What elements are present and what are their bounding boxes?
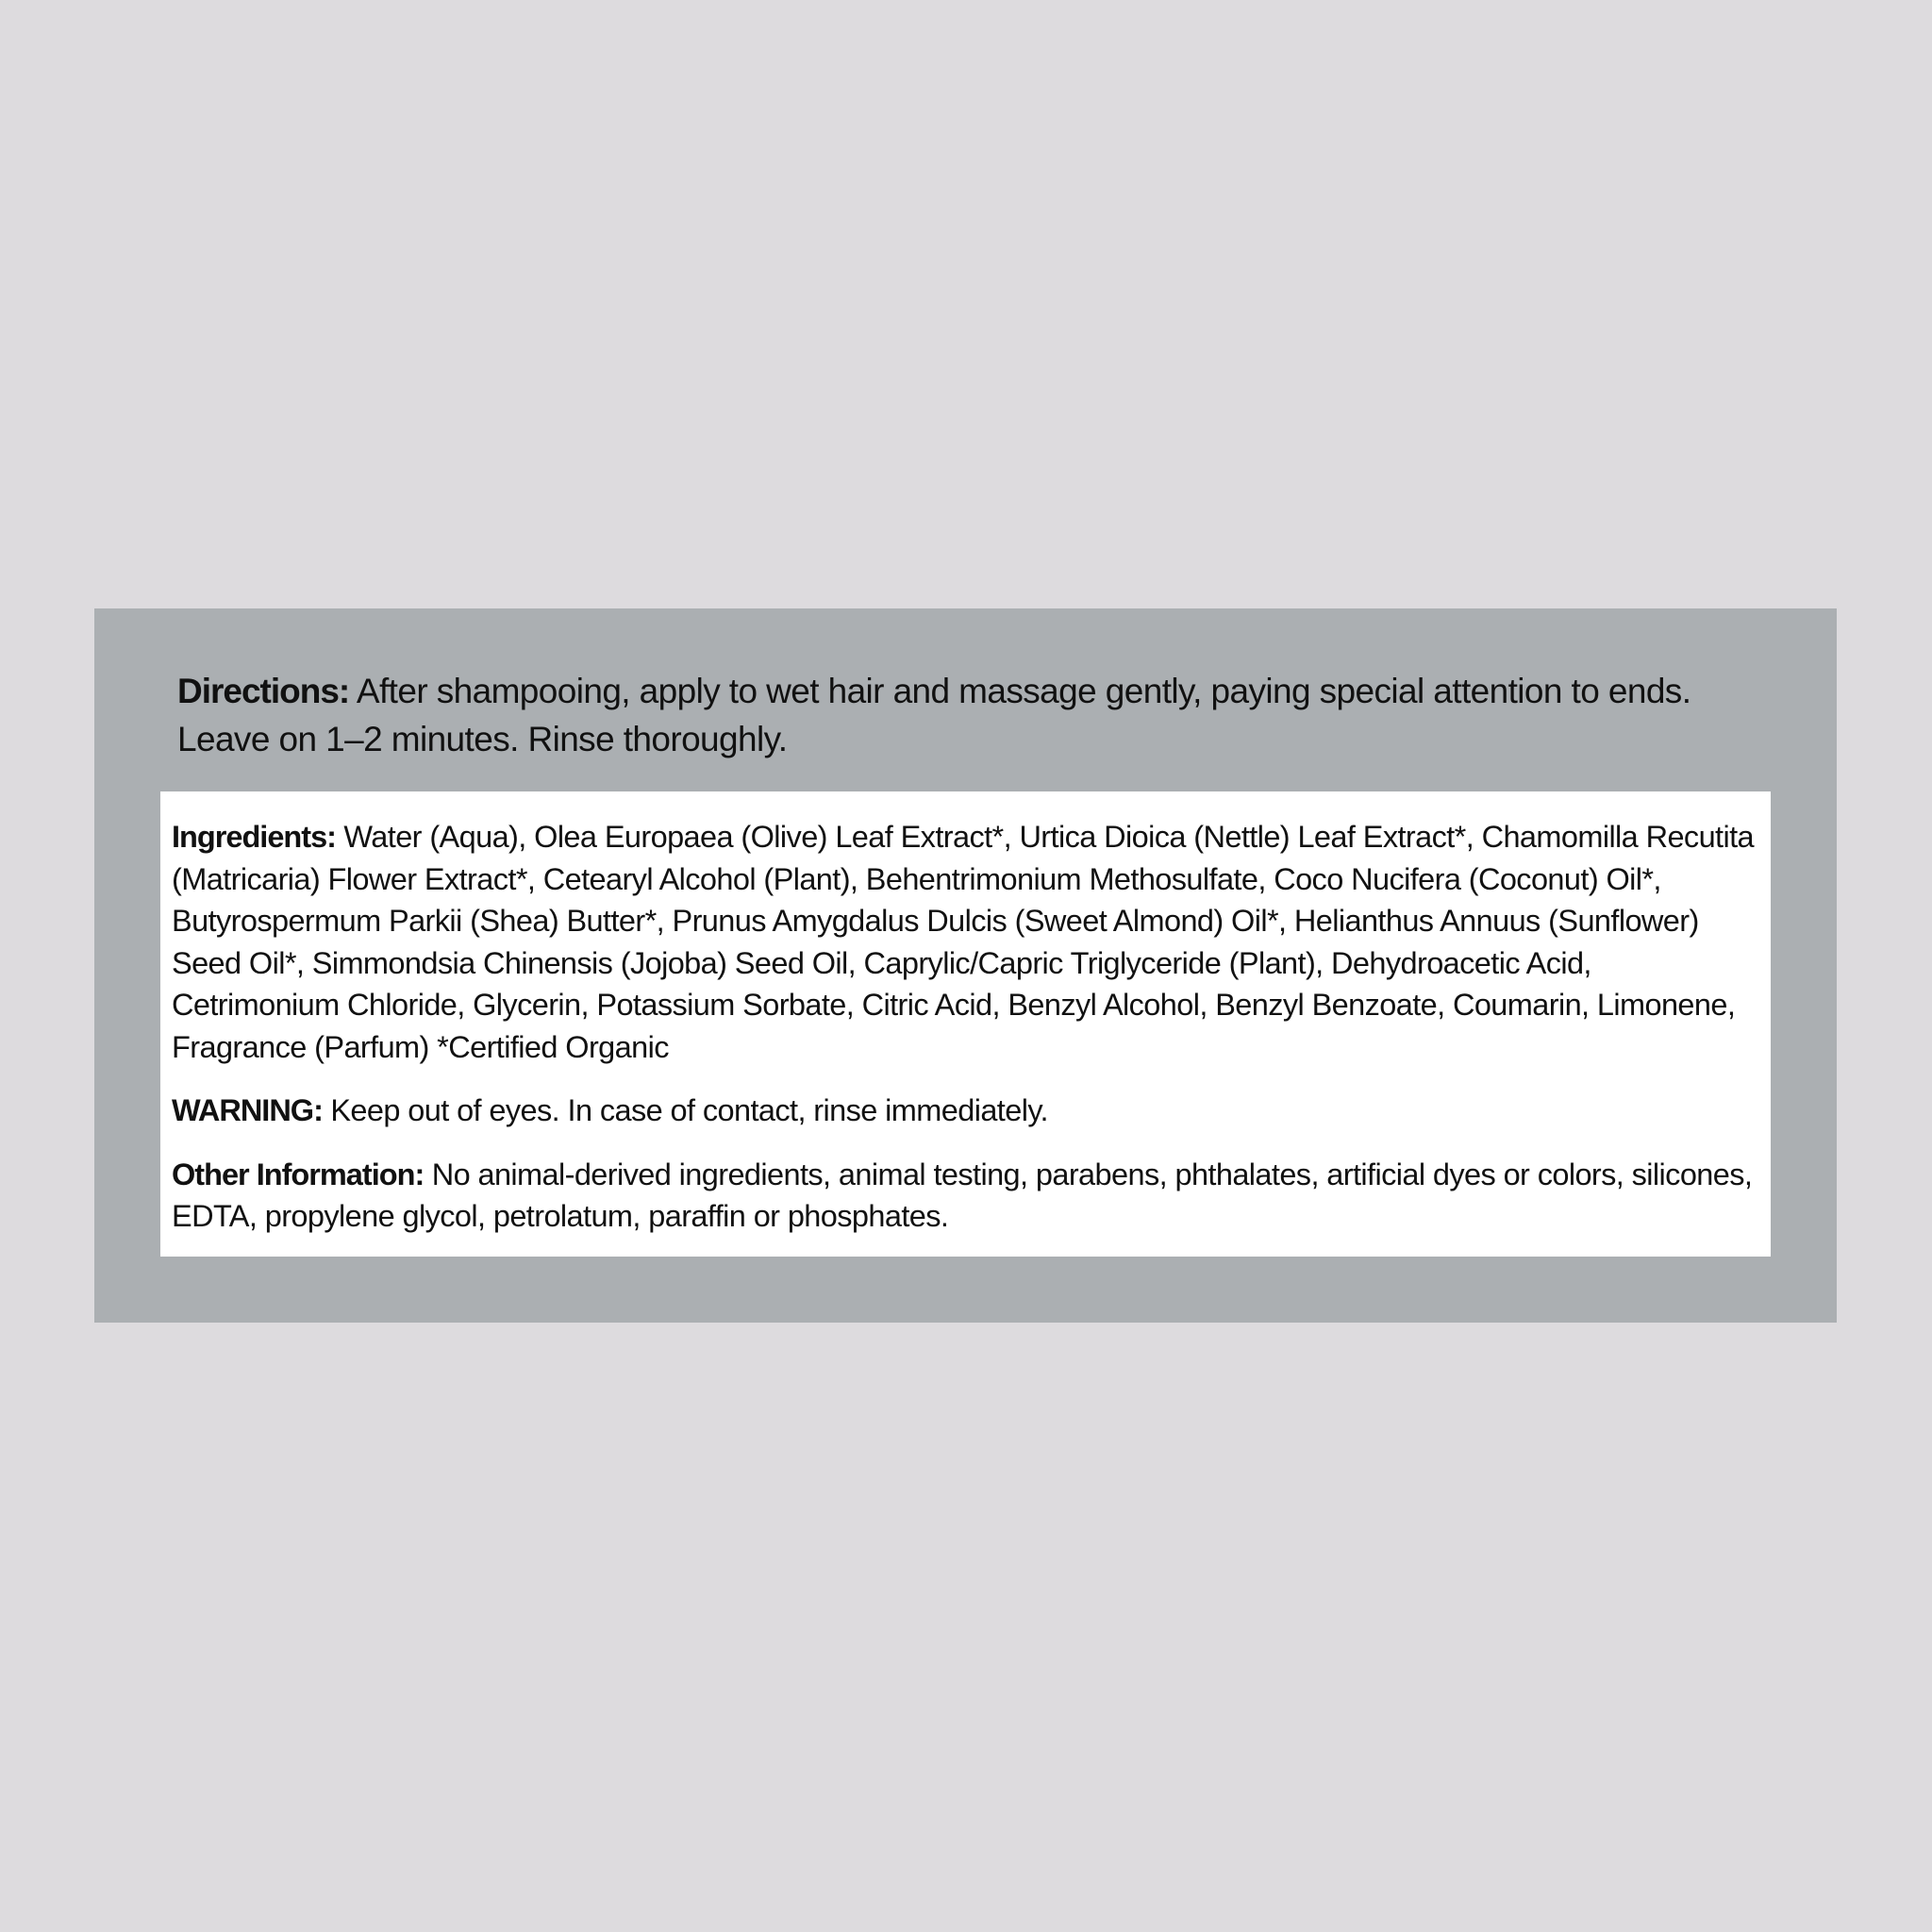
other-information-label: Other Information:	[172, 1157, 425, 1191]
label-panel	[94, 608, 1837, 1323]
ingredients-box	[160, 791, 1771, 1257]
warning-text: Keep out of eyes. In case of contact, rinse immediately.	[322, 1093, 1048, 1127]
ingredients-label: Ingredients:	[172, 820, 336, 854]
other-information-text: No animal-derived ingredients, animal testing, parabens, phthalates, artificial dyes or colors, silicones, EDTA, propylene glycol, petrolatum, paraffin or phosphates.	[172, 1157, 1753, 1233]
directions-paragraph	[177, 667, 1762, 763]
warning-label: WARNING:	[172, 1093, 323, 1127]
ingredients-paragraph	[172, 816, 1759, 1068]
directions-label: Directions:	[177, 672, 350, 710]
warning-paragraph	[172, 1090, 1759, 1132]
other-information-paragraph	[172, 1154, 1759, 1238]
ingredients-text: Water (Aqua), Olea Europaea (Olive) Leaf Extract*, Urtica Dioica (Nettle) Leaf Extract*, Chamomilla Recutita (Matricaria) Flower Extract*, Cetearyl Alcohol (Plant), Behentrimonium Methosulfate, Coco Nucifera (Coconut) Oil*, Butyrospermum Parkii (Shea) Butter*, Prunus Amygdalus Dulcis (Sweet Almond) Oil*, Helianthus Annuus (Sunflower) Seed Oil*, Simmondsia Chinensis (Jojoba) Seed Oil, Caprylic/Capric Triglyceride (Plant), Dehydroacetic Acid, Cetrimonium Chloride, Glycerin, Potassium Sorbate, Citric Acid, Benzyl Alcohol, Benzyl Benzoate, Coumarin, Limonene, Fragrance (Parfum) *Certified Organic	[172, 820, 1755, 1064]
directions-text: After shampooing, apply to wet hair and massage gently, paying special attention to ends. Leave on 1–2 minutes. Rinse thoroughly.	[177, 672, 1691, 758]
